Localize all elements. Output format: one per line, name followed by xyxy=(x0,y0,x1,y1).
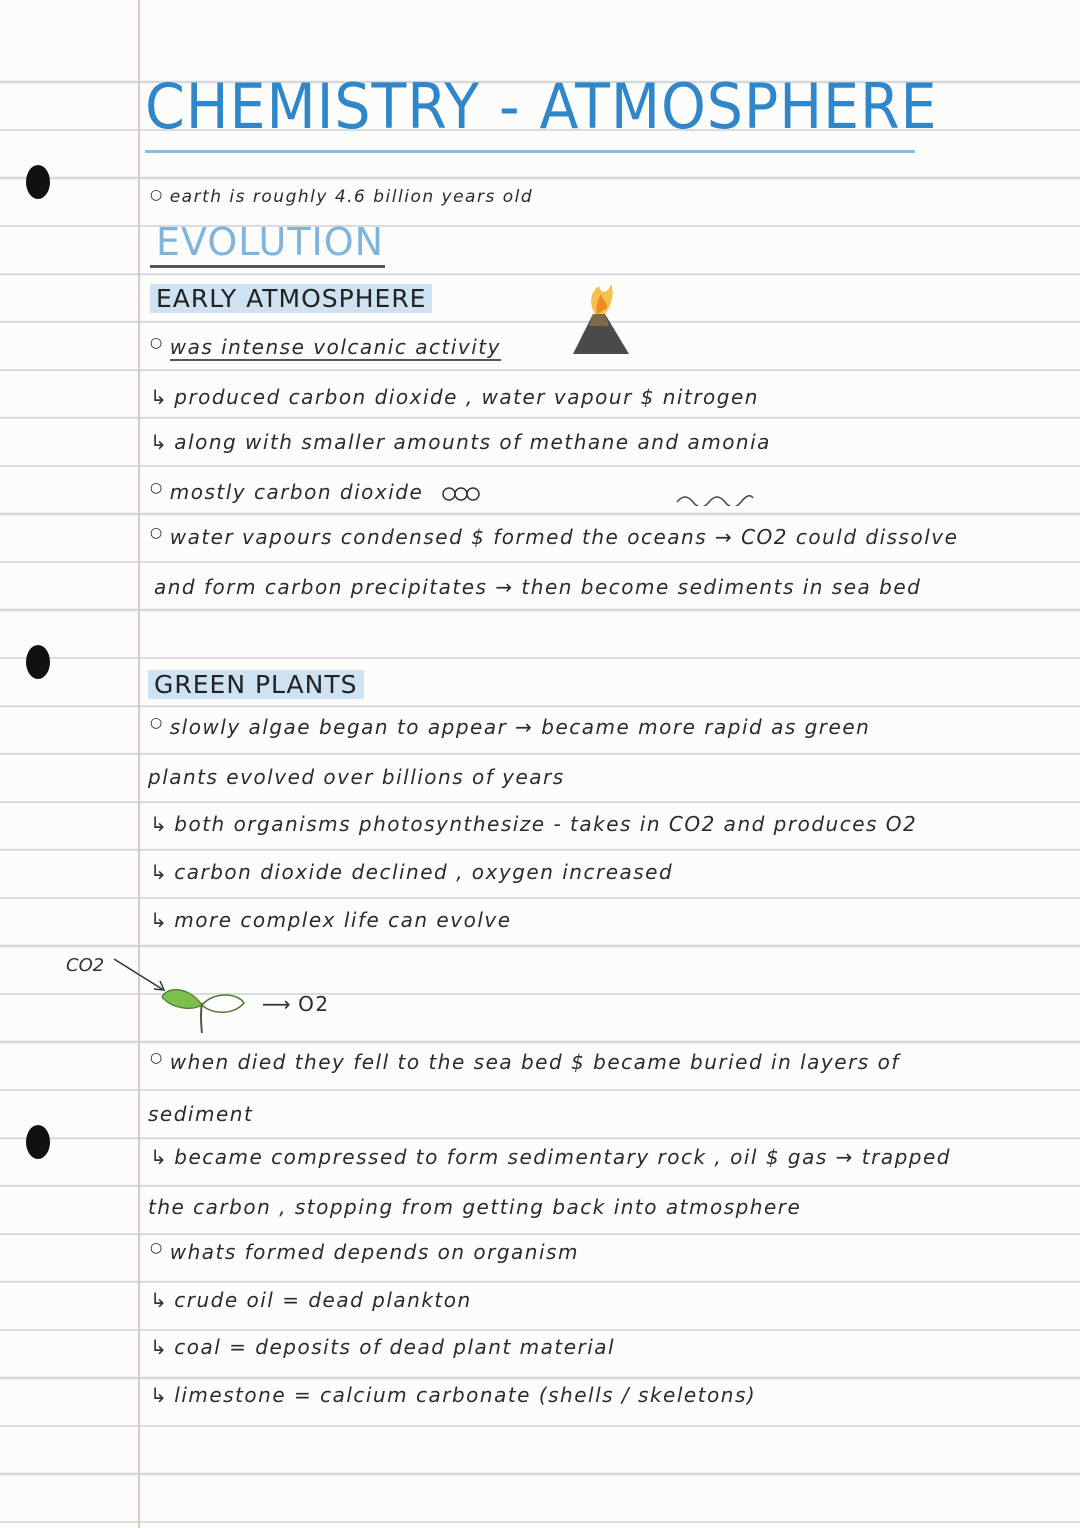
early-line xyxy=(150,480,481,504)
green-line xyxy=(150,1145,951,1169)
bullet-icon: ○ xyxy=(150,715,164,731)
volcano-icon xyxy=(565,282,635,357)
intro-line xyxy=(150,187,533,207)
binder-hole xyxy=(26,165,50,199)
green-line-text: more complex life can evolve xyxy=(174,908,512,932)
green-line xyxy=(150,1288,472,1312)
bullet-icon: ○ xyxy=(150,525,164,541)
arrow-icon: ↳ xyxy=(150,385,169,409)
waves-icon xyxy=(675,492,755,506)
arrow-icon: ↳ xyxy=(150,908,169,932)
green-line xyxy=(150,715,870,739)
arrow-icon: ↳ xyxy=(150,430,169,454)
intro-text: earth is roughly 4.6 billion years old xyxy=(169,187,534,207)
binder-hole xyxy=(26,1125,50,1159)
green-line-text: sediment xyxy=(148,1102,254,1126)
green-line xyxy=(150,1240,579,1264)
green-line-text: crude oil = dead plankton xyxy=(174,1288,472,1312)
o2-label: O2 xyxy=(298,992,330,1016)
arrow-icon: ↳ xyxy=(150,860,169,884)
green-plants-heading: GREEN PLANTS xyxy=(148,670,364,699)
bullet-icon: ○ xyxy=(150,335,164,351)
early-line-text: along with smaller amounts of methane and amonia xyxy=(174,430,771,454)
bullet-icon: ○ xyxy=(150,1050,164,1066)
arrow-icon: ↳ xyxy=(150,1145,169,1169)
bullet-icon: ○ xyxy=(150,187,164,203)
early-line xyxy=(154,575,921,599)
green-line xyxy=(150,1050,900,1074)
early-line xyxy=(150,430,771,454)
green-line xyxy=(150,1383,756,1407)
green-line xyxy=(148,1102,253,1126)
o2-output xyxy=(262,992,330,1016)
early-line xyxy=(150,525,958,549)
green-line-text: plants evolved over billions of years xyxy=(148,765,565,789)
early-line xyxy=(150,335,501,359)
early-line-text: water vapours condensed $ formed the oceans → CO2 could dissolve xyxy=(169,525,959,549)
molecule-icon xyxy=(441,485,481,503)
green-line-text: when died they fell to the sea bed $ became buried in layers of xyxy=(169,1050,900,1074)
co2-label: CO2 xyxy=(66,955,105,976)
arrow-icon: ↳ xyxy=(150,812,169,836)
green-line xyxy=(148,1195,801,1219)
early-line-text: mostly carbon dioxide xyxy=(169,480,424,504)
early-line-text: produced carbon dioxide , water vapour $ nitrogen xyxy=(174,385,759,409)
section-heading: EVOLUTION xyxy=(156,220,385,264)
green-line xyxy=(150,1335,615,1359)
arrow-icon: ↳ xyxy=(150,1383,169,1407)
green-line-text: coal = deposits of dead plant material xyxy=(174,1335,616,1359)
green-line-text: the carbon , stopping from getting back into atmosphere xyxy=(148,1195,802,1219)
green-line xyxy=(150,860,673,884)
green-line-text: slowly algae began to appear → became more rapid as green xyxy=(169,715,871,739)
page-title: CHEMISTRY - ATMOSPHERE xyxy=(145,70,938,143)
section-heading-underline xyxy=(150,265,385,268)
margin-line xyxy=(138,0,140,1528)
binder-hole xyxy=(26,645,50,679)
arrow-icon: ↳ xyxy=(150,1288,169,1312)
green-line xyxy=(148,765,565,789)
arrow-icon: ↳ xyxy=(150,1335,169,1359)
green-line-text: limestone = calcium carbonate (shells / skeletons) xyxy=(174,1383,757,1407)
arrow-icon: ⟶ xyxy=(262,992,293,1016)
green-line-text: carbon dioxide declined , oxygen increased xyxy=(174,860,674,884)
bullet-icon: ○ xyxy=(150,1240,164,1256)
plant-leaves-icon xyxy=(158,975,248,1035)
early-line-text: was intense volcanic activity xyxy=(169,335,501,359)
green-line-text: whats formed depends on organism xyxy=(169,1240,579,1264)
early-line xyxy=(150,385,759,409)
green-line xyxy=(150,812,917,836)
early-atmosphere-heading: EARLY ATMOSPHERE xyxy=(150,284,432,313)
bullet-icon: ○ xyxy=(150,480,164,496)
early-line-text: and form carbon precipitates → then become sediments in sea bed xyxy=(154,575,922,599)
green-line-text: both organisms photosynthesize - takes in CO2 and produces O2 xyxy=(174,812,918,836)
title-underline xyxy=(145,150,915,153)
green-line-text: became compressed to form sedimentary rock , oil $ gas → trapped xyxy=(174,1145,951,1169)
green-line xyxy=(150,908,512,932)
